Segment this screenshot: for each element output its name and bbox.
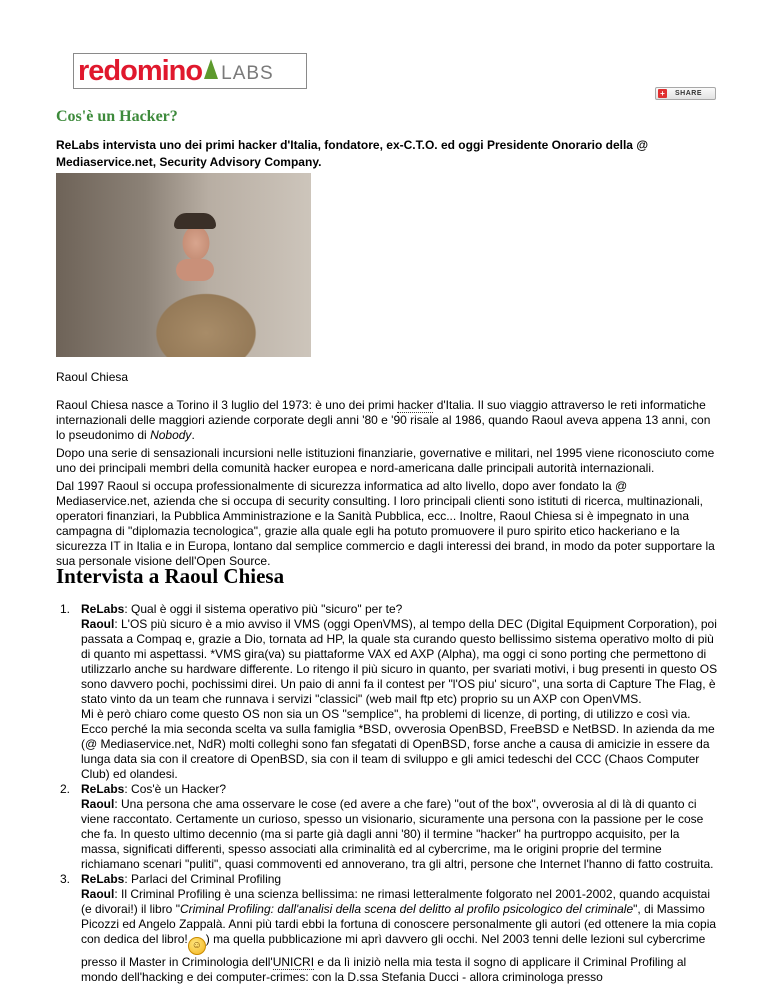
- section-title: Intervista a Raoul Chiesa: [56, 564, 285, 588]
- bio-text: Raoul Chiesa nasce a Torino il 3 luglio del 1973: è uno dei primi: [56, 398, 398, 412]
- answer-label: Raoul: [81, 797, 115, 811]
- item-number: 1.: [60, 602, 71, 616]
- answer-text: ", di Massimo Picozzi ed Angelo Zappalà. Anni più tardi ebbi la fortuna di conoscere personalmente gli autori (ed ottenere la mia copia con dedica del libro!: [81, 902, 717, 946]
- bio-text: .: [191, 428, 195, 442]
- bio-text: d'Italia. Il suo viaggio attraverso le reti informatiche internazionali delle maggiori aziende corporate degli anni '80 e '90 risale al 1986, quando Raoul aveva appena 13 anni, con lo pseudonimo di: [56, 398, 711, 442]
- photo-caption: Raoul Chiesa: [56, 370, 129, 384]
- question: [81, 602, 718, 782]
- intro-text: ReLabs intervista uno dei primi hacker d'Italia, fondatore, ex-C.T.O. ed oggi Presidente Onorario della @ Mediaservice.net, Security Advisory Company.: [56, 138, 649, 169]
- smiley-icon: ☺: [188, 937, 206, 955]
- share-plus-icon: +: [658, 89, 667, 98]
- share-label: SHARE: [675, 90, 703, 97]
- answer-text: e da lì iniziò nella mia testa il sogno di applicare il Criminal Profiling al mondo dell'hacking e dei computer-crimes: con la D.ssa Stefania Ducci - allora criminologa presso: [81, 955, 687, 984]
- answer-text: : Una persona che ama osservare le cose (ed avere a che fare) "out of the box", ovverosia al di là di quanto ci viene raccontato. Certamente un curioso, spesso un visionario, sicuramente una persona con la passione per le cose che fa. In questo ultimo decennio (ma si parte già dagli anni '80) il termine "hacker" ha purtroppo acquisito, per la massa, significati differenti, spesso associati alla criminalità ed al cybercrime, ma le origini proprie del termine richiamano scenari "puliti", quasi commoventi ed annoverano, tra gli altri, persone che Internet l'hanno di fatto costruita.: [81, 797, 714, 871]
- question-text: : Parlaci del Criminal Profiling: [124, 872, 282, 886]
- question: [81, 872, 718, 985]
- item-number: 2.: [60, 782, 71, 796]
- question-label: ReLabs: [81, 782, 125, 796]
- bio-paragraph-3: Dal 1997 Raoul si occupa professionalmente di sicurezza informatica ad alto livello, dopo aver fondato la @ Mediaservice.net, azienda che si occupa di security consulting. I loro principali clienti sono istituti di ricerca, multinazionali, operatori finanziari, la Pubblica Amministrazione e la Sanità Pubblica, ecc... Inoltre, Raoul Chiesa si è impegnato in una campagna di "diplomazia tecnologica", grazie alla quale egli ha potuto promuovere il puro spirito etico hackeriano e la sicurezza IT in Italia e in Europa, lontano dal semplice commercio e dagli interessi dei brand, in modo da poter supportare la sua personale visione dell'Open Source.: [56, 479, 715, 568]
- share-button[interactable]: [655, 87, 716, 100]
- tree-icon: [204, 59, 218, 79]
- question: [81, 782, 718, 872]
- portrait-photo: [56, 173, 311, 357]
- answer-label: Raoul: [81, 617, 115, 631]
- question-text: : Cos'è un Hacker?: [124, 782, 227, 796]
- bio-paragraph-1: [56, 398, 718, 443]
- question-label: ReLabs: [81, 872, 125, 886]
- page-title: Cos'è un Hacker?: [56, 108, 178, 125]
- answer-label: Raoul: [81, 887, 115, 901]
- photo-hand: [176, 259, 214, 281]
- photo-hair: [174, 213, 216, 229]
- unicri-link[interactable]: UNICRI: [272, 955, 315, 969]
- item-number: 3.: [60, 872, 71, 886]
- question-label: ReLabs: [81, 602, 125, 616]
- hacker-link[interactable]: hacker: [397, 398, 434, 412]
- book-title: Criminal Profiling: dall'analisi della scena del delitto al profilo psicologico del criminale: [179, 902, 634, 916]
- logo-wordmark: redomino: [78, 54, 203, 87]
- answer-text: Mi è però chiaro come questo OS non sia un OS "semplice", ha problemi di licenze, di porting, di utilizzo e così via. Ecco perché la mia seconda scelta va sulla famiglia *BSD, ovverosia OpenBSD, FreeBSD e NetBSD. In azienda da me (@ Mediaservice.net, NdR) molti colleghi sono fan sfegatati di OpenBSD, forse anche a causa di amicizie in essere da lunga data sia con il creatore di OpenBSD, sia con il team di sviluppo e gli amici tedeschi del CCC (Chaos Computer Club) ed olandesi.: [81, 707, 715, 781]
- answer-text: : L'OS più sicuro è a mio avviso il VMS (oggi OpenVMS), al tempo della DEC (Digital Equipment Corporation), poi passata a Compaq e, grazie a Dio, tornata ad HP, la quale sta curando questo bellissimo sistema operativo molto di più di quanto mi aspettassi. *VMS gira(va) su piattaforme VAX ed AXP (Alpha), ma oggi ci sono porting che permettono di utilizzarlo anche su hardware differente. Lo ritengo il più sicuro in quanto, per svariati motivi, i bug presenti in questo OS sono davvero pochi, pochissimi direi. Un paio di anni fa il contest per "l'OS piu' sicuro", una sorta di Capture The Flag, è stato vinto da un team che runnava i servizi "classici" (web mail ftp etc) proprio su un AXP con OpenVMS.: [81, 617, 718, 706]
- list-item: [56, 872, 718, 985]
- answer-text: : Il Criminal Profiling è una scienza bellissima: ne rimasi letteralmente folgorato nel 2001-2002, quando acquistai (e divorai!) il libro ": [81, 887, 710, 916]
- logo-labs: LABS: [221, 62, 274, 84]
- list-item: [56, 782, 718, 872]
- redomino-labs-logo[interactable]: [73, 53, 307, 89]
- answer-text: ) ma quella pubblicazione mi aprì davvero gli occhi. Nel 2003 tenni delle lezioni sul cybercrime presso il Master in Criminologia dell': [81, 932, 706, 969]
- bio-paragraph-2: Dopo una serie di sensazionali incursioni nelle istituzioni finanziarie, governative e militari, nel 1995 viene riconosciuto come uno dei principali membri della comunità hacker europea e nord-americana dalle principali autorità internazionali.: [56, 446, 715, 475]
- list-item: [56, 602, 718, 782]
- interview-list: [56, 602, 718, 985]
- nickname: Nobody: [150, 428, 192, 442]
- question-text: : Qual è oggi il sistema operativo più "sicuro" per te?: [124, 602, 403, 616]
